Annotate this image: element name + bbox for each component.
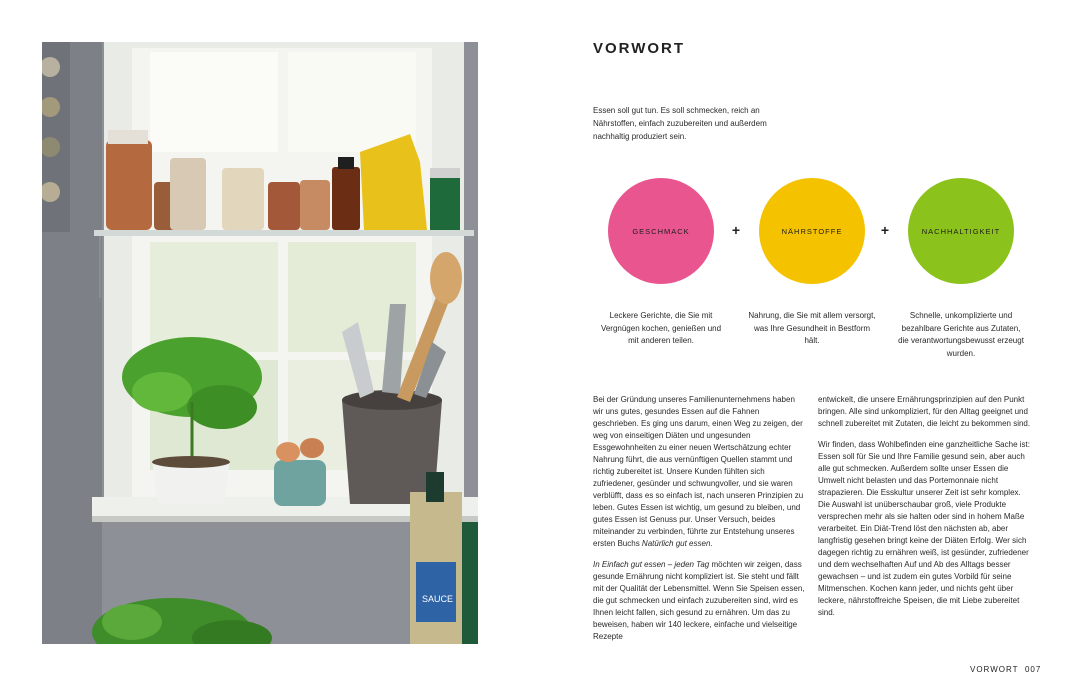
- page-footer: [970, 665, 1041, 674]
- body-column-right: [818, 394, 1032, 628]
- taste-caption: Leckere Gerichte, die Sie mit Vergnügen kochen, genießen und mit anderen teilen.: [600, 311, 722, 345]
- intro-text: Essen soll gut tun. Es soll schmecken, reich an Nährstoffen, einfach zuzubereiten und außerdem nachhaltig produziert sein.: [593, 106, 767, 141]
- book-title: Natürlich gut essen: [641, 539, 711, 548]
- nutrients-caption: Nahrung, die Sie mit allem versorgt, was Ihre Gesundheit in Bestform hält.: [748, 311, 876, 345]
- sauce-label: SAUCE: [422, 594, 454, 604]
- plus-sign: +: [880, 222, 890, 238]
- sustainability-circle: [908, 178, 1014, 284]
- sustainability-label: NACHHALTIGKEIT: [921, 226, 1001, 236]
- plus-sign: +: [731, 222, 741, 238]
- body-paragraph: Wir finden, dass Wohlbefinden eine ganzheitliche Sache ist: Essen soll für Sie und Ihre Familie gesund sein, aber auch alle gut schmecken. Außerdem sollte unser Essen die Umwelt nicht belasten und das Portemonnaie nicht strapazieren. Die Esskultur unserer Zeit ist sehr komplex. Die Auswahl ist unüberschaubar groß, viele Produkte versprechen mehr als sie halten oder sind in hohem Maße verarbeitet. Ein Diät-Trend löst den nächsten ab, aber langfristig gesehen bringt keine der Diäten Erfolg. Wer sich dagegen richtig zu ernähren weiß, ist gesünder, zufriedener und dem wechselhaften Auf und Ab des Alltags besser gewachsen – und ist zudem ein gutes Vorbild für seine Mitmenschen. Kochen kann jeder, und nichts geht über leckere, nährstoffreiche Speisen, die mit Liebe zubereitet sind.: [818, 440, 1030, 617]
- page-number: 007: [1024, 665, 1042, 674]
- body-paragraph: Bei der Gründung unseres Familienunternehmens haben wir uns gutes, gesundes Essen auf die Fahnen geschrieben. Es ging uns darum, einen Weg zu zeigen, der weg von einseitigen Diäten und ungesunden Essgewohnheiten zu einer neuen Wertschätzung echter Nahrung führt, die aus vernünftigen Quellen stammt und richtig zubereitet ist. Unsere Kunden fühlten sich zufriedener, gesünder und schwungvoller, und sie waren verblüfft, dass es so einfach ist, nach unseren Prinzipien zu leben. Gutes Essen ist wichtig, um gesund zu bleiben, und gutes Essen ist Genuss pur. Unser Versuch, beides miteinander zu verbinden, führte zur Entstehung unseres ersten Buchs Natürlich gut essen.: [593, 395, 804, 548]
- book-title: In Einfach gut essen – jeden Tag: [593, 560, 710, 569]
- page-title: VORWORT: [593, 40, 686, 57]
- kitchen-window-photo: [42, 42, 478, 644]
- footer-section: VORWORT: [970, 665, 1019, 674]
- body-paragraph: entwickelt, die unsere Ernährungsprinzipien auf den Punkt bringen. Alle sind unkompliziert, für den Alltag geeignet und schnell zubereitet mit Zutaten, die leicht zu bekommen sind.: [818, 395, 1031, 428]
- sustainability-caption: Schnelle, unkomplizierte und bezahlbare Gerichte aus Zutaten, die verantwortungsbewusst erzeugt wurden.: [898, 311, 1024, 358]
- body-paragraph: In Einfach gut essen – jeden Tag möchten wir zeigen, dass gesunde Ernährung nicht kompliziert ist. Sie steht und fällt mit der Qualität der Lebensmittel. Wenn Sie Speisen essen, die gut schmecken und einfach zuzubereiten sind, wird es Ihnen leicht fallen, sich gesund zu ernähren. Um das zu beweisen, haben wir 140 leckere, einfache und vielseitige Rezepte: [593, 560, 805, 641]
- body-column-left: [593, 394, 807, 652]
- nutrients-label: NÄHRSTOFFE: [781, 226, 843, 236]
- nutrients-circle: [759, 178, 865, 284]
- taste-label: GESCHMACK: [632, 226, 690, 236]
- taste-circle: [608, 178, 714, 284]
